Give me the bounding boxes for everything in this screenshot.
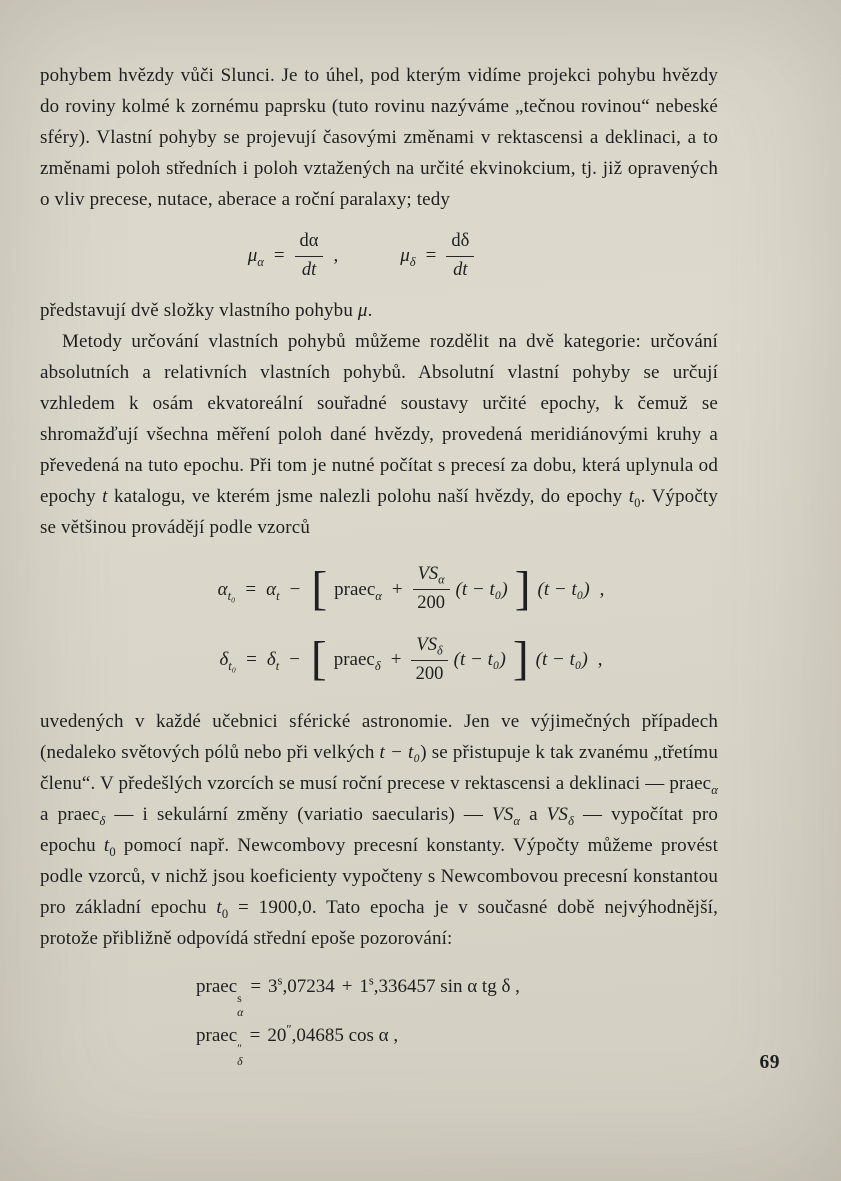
math-subscript: 0 [634,496,641,511]
math-trig-term: sin α tg δ , [440,975,520,997]
math-subscript: t [275,658,280,673]
plus-sign: + [391,578,403,600]
number: 1 [359,975,369,997]
math-symbol: μ [357,300,368,322]
text-column [40,60,718,1069]
math-praec-alpha [334,578,382,602]
math-t-minus-t0: t − t₀ [379,741,421,763]
minus-sign: − [289,648,300,670]
math-superscript: ″ [286,1022,292,1037]
page-number: 69 [759,1052,780,1073]
formula-praec-delta-value [196,1019,718,1069]
formula-proper-motion-components [22,230,700,282]
body-text: Metody určování vlastních pohybů můžeme rozdělit na dvě kategorie: určování absolutních a relativních vlastních pohybů. Absolutní vlastní pohyby se určují vzhledem k osám ekvatoreální souřadné soustavy určité epochy, k čemuž se shromažďují všechna měření poloh dané hvězdy, provedená meridiánovými kruhy a převedená na tuto epochu. Při tom je nutné počítat s precesí za dobu, která uplynula od epochy [40,331,718,508]
paragraph-intro [40,60,718,215]
body-text: = 1900,0. Tato epocha je v současné době nejvýhodnější, protože přibližně odpovídá střední epoše pozorování: [40,896,718,949]
number: ,07234 [282,975,335,997]
comma: , [599,578,605,600]
body-text: . [367,300,373,322]
paragraph-components [40,295,718,326]
body-text: . Výpočty se většinou provádějí podle vzorců [40,486,718,539]
math-subscript: α [237,1005,244,1019]
fraction-ddelta-dt [446,230,474,282]
left-bracket: [ [310,632,327,685]
math-superscript: s [368,973,374,988]
math-symbol: δ [219,648,229,670]
fraction-denominator: 200 [417,593,445,614]
math-t-minus-t0: (t − t₀) [537,578,590,600]
fraction-numerator [413,563,450,590]
math-subscript: δ [99,813,106,828]
math-delta-t0 [219,648,236,672]
equals-sign: = [250,975,262,997]
body-text: katalogu, ve kterém jsme nalezli polohu naší hvězdy, do epochy [107,486,629,508]
equals-sign: = [249,1025,261,1047]
math-symbol: VS [416,634,437,655]
math-t-minus-t0: (t − t₀) [453,648,506,670]
math-symbol: praec [196,975,238,997]
fraction-denominator: 200 [415,663,444,684]
equals-sign: = [273,245,285,267]
body-text: a [520,803,547,825]
number: ,336457 [373,975,436,997]
math-subscript: δ [436,643,443,658]
right-bracket: ] [512,632,529,685]
math-subscript: δ [374,658,381,673]
math-symbol: δ [266,648,276,670]
math-symbol: praec [57,803,100,825]
formula-alpha-reduction [74,563,752,615]
number: 20 [267,1025,287,1047]
left-bracket: [ [311,562,328,615]
comma: , [597,648,603,670]
math-subscript: δ [409,255,416,270]
fraction-numerator: dα [295,230,324,257]
body-text: ) se přistupuje k tak zvanému „třetímu členu“. V předešlých vzorcích se musí roční precese v rektascensi a deklinaci — [40,741,718,794]
math-trig-term: cos α , [348,1025,399,1047]
math-alpha-t0 [218,578,236,602]
math-praec-delta [334,648,381,672]
body-text: — i sekulární změny (variatio saecularis) — [105,803,492,825]
math-subscript: δ [568,813,575,828]
math-subscript: t [276,588,280,603]
math-symbol: VS [491,803,514,825]
math-alpha-t [266,578,279,602]
math-praec-delta [196,1025,243,1069]
comma: , [333,245,339,267]
math-value [268,973,335,997]
math-t-minus-t0: (t − t₀) [455,578,508,600]
math-t-minus-t0: (t − t₀) [535,648,588,670]
math-subscript: α [513,813,521,828]
fraction-denominator: dt [453,260,468,281]
paragraph-methods [40,326,718,543]
math-subscript: α [257,255,264,270]
math-subscript: α [375,588,382,603]
math-symbol: t [216,896,222,918]
fraction-vs-alpha-200 [413,563,450,615]
math-mu-alpha [248,244,264,268]
plus-sign: + [341,975,353,997]
fraction-denominator: dt [301,260,317,281]
math-praec-alpha [196,975,244,1019]
number: 3 [268,975,278,997]
math-symbol: μ [247,245,258,267]
math-superscript: ″ [237,1041,243,1055]
formula-delta-reduction [74,634,752,686]
math-symbol: praec [333,648,375,670]
math-subscript: t₀ [228,658,237,673]
fraction-numerator [411,634,447,661]
sup-sub-stack [237,1042,242,1069]
body-text: uvedených v každé učebnici sférické astronomie. Jen ve výjimečných případech (nedaleko světových pólů nebo při velkých [40,710,718,763]
fraction-dalpha-dt [295,230,324,282]
equals-sign: = [425,245,437,267]
math-symbol: α [217,578,228,600]
formula-precession-constants [196,970,718,1069]
equals-sign: = [245,578,257,600]
math-superscript: s [237,992,242,1006]
math-symbol: VS [546,803,569,825]
math-mu-delta [400,244,415,268]
math-value [359,973,436,997]
fraction-vs-delta-200 [411,634,447,686]
body-text: pomocí např. Newcombovy precesní konstanty. Výpočty můžeme provést podle vzorců, v nichž jsou koeficienty vypočteny s Newcombovou precesní konstantou pro základní epochu [40,834,718,918]
number: ,04685 [291,1025,344,1047]
body-text: — vypočítat pro epochu [40,803,718,856]
formula-praec-alpha-value [196,970,718,1020]
minus-sign: − [289,578,301,600]
math-subscript: 0 [221,906,229,921]
body-text: a [40,803,58,825]
math-subscript: t₀ [227,588,236,603]
math-symbol: t [628,486,635,508]
math-symbol: t [103,834,110,856]
math-subscript: δ [237,1055,243,1069]
right-bracket: ] [514,562,531,615]
math-delta-t [267,648,279,672]
equals-sign: = [246,648,257,670]
math-superscript: s [277,973,283,988]
math-subscript: α [711,782,718,797]
math-symbol: praec [196,1025,238,1047]
plus-sign: + [390,648,402,670]
math-symbol: t [102,486,108,508]
math-symbol: α [266,578,277,600]
math-symbol: praec [334,578,376,600]
paragraph-discussion [40,706,718,954]
math-symbol: praec [669,772,712,794]
math-subscript: 0 [109,844,116,859]
fraction-numerator: dδ [446,230,474,257]
math-value [267,1022,344,1047]
math-symbol: VS [417,564,439,585]
math-symbol: μ [400,245,410,267]
math-subscript: α [438,572,445,587]
body-text: pohybem hvězdy vůči Slunci. Je to úhel, pod kterým vidíme projekci pohybu hvězdy do roviny kolmé k zornému paprsku (tuto rovinu nazýváme „tečnou rovinou“ nebeské sféry). Vlastní pohyby se projevují časovými změnami v rektascensi a deklinaci, a to změnami poloh středních i poloh vztažených na určité ekvinokcium, tj. již opravených o vliv precese, nutace, aberace a roční paralaxy; tedy [40,65,718,210]
body-text: představují dvě složky vlastního pohybu [40,300,358,322]
